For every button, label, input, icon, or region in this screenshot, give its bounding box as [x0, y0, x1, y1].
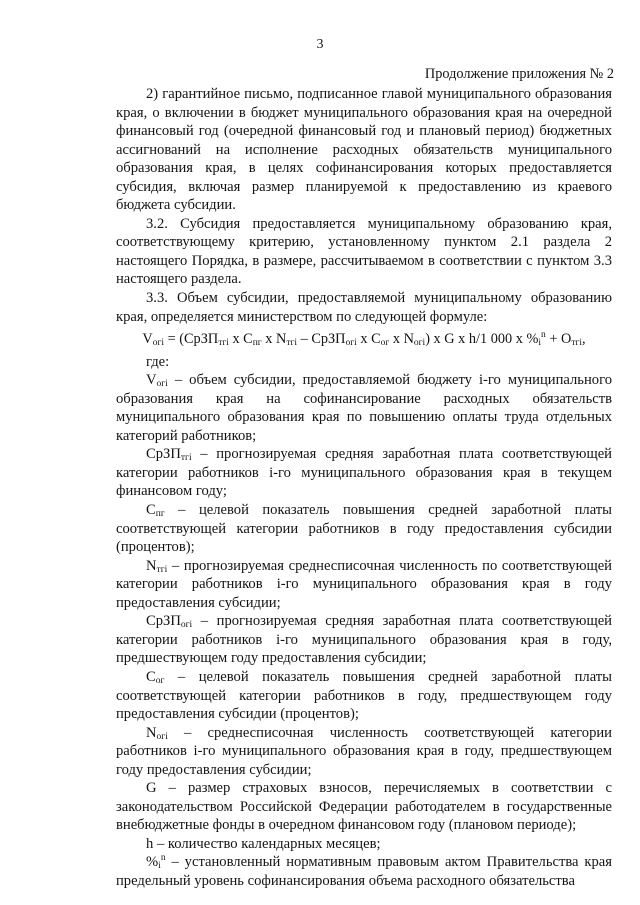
subsidy-formula: $V_{огі}$ = (СрЗП$_{тгі}$ х $С_{пг}$ х $N_{тгі}$ – СрЗП$_{огі}$ х $С_{ог}$ х $N_{огі}$) х G х h/1 000 х $\%_i^n + О_{тгі}$, [142, 330, 586, 349]
definition-item: $С_{пг}$ – целевой показатель повышения средней заработной платы соответствующей категории работников в году предоставления субсидии (процентов); [116, 502, 612, 556]
definition-item: h – количество календарных месяцев; [146, 835, 381, 852]
document-body [116, 85, 612, 891]
appendix-continuation-note: Продолжение приложения № 2 [424, 66, 614, 82]
definition-item: $\%_i^n$ – установленный нормативным правовым актом Правительства края предельный уровень софинансирования объема расходного обязательства [116, 853, 612, 889]
page-number: 3 [316, 37, 324, 52]
where-label: где: [146, 353, 170, 370]
definition-item: G – размер страховых взносов, перечисляемых в соответствии с законодательством Российской Федерации работодателем в государственные внебюджетные фонды в очередном финансовом году (плановом периоде); [116, 780, 612, 834]
definition-item: $V_{огі}$ – объем субсидии, предоставляемой бюджету i-го муниципального образования края на софинансирование расходных обязательств муниципального образования края по повышению оплаты труда отдельных категорий работников; [116, 372, 612, 444]
paragraph-guarantee-letter: 2) гарантийное письмо, подписанное главой муниципального образования края, о включении в бюджет муниципального образования края на очередной финансовый год (очередной финансовый год и плановый период) бюджетных ассигнований на исполнение расходных обязательств муниципального образования края, в целях софинансирования которых предоставляется субсидия, включая размер планируемой к предоставлению из краевого бюджета субсидии. [116, 86, 612, 214]
paragraph-3-3: 3.3. Объем субсидии, предоставляемой муниципальному образованию края, определяется министерством по следующей формуле: [116, 290, 612, 325]
definition-item: $N_{тгі}$ – прогнозируемая среднесписочная численность по соответствующей категории работников i-го муниципального образования края в году предоставления субсидии; [116, 557, 612, 611]
paragraph-3-2: 3.2. Субсидия предоставляется муниципальному образованию края, соответствующему критерию, установленному пунктом 2.1 раздела 2 настоящего Порядка, в размере, рассчитываемом в соответствии с пунктом 3.3 настоящего раздела. [116, 215, 612, 288]
definition-item: $С_{ог}$ – целевой показатель повышения средней заработной платы соответствующей категории работников в году, предшествующем году предоставления субсидии (процентов); [116, 668, 612, 723]
definition-item: СрЗП$_{тгі}$ – прогнозируемая средняя заработная плата соответствующей категории работников i-го муниципального образования края в текущем финансовом году; [116, 446, 612, 500]
definition-item: СрЗП$_{огі}$ – прогнозируемая средняя заработная плата соответствующей категории работников i-го муниципального образования края в году, предшествующем году предоставления субсидии; [116, 613, 612, 667]
definition-item: $N_{огі}$ – среднесписочная численность соответствующей категории работников i-го муниципального образования края в году, предшествующем году предоставления субсидии; [116, 724, 612, 778]
